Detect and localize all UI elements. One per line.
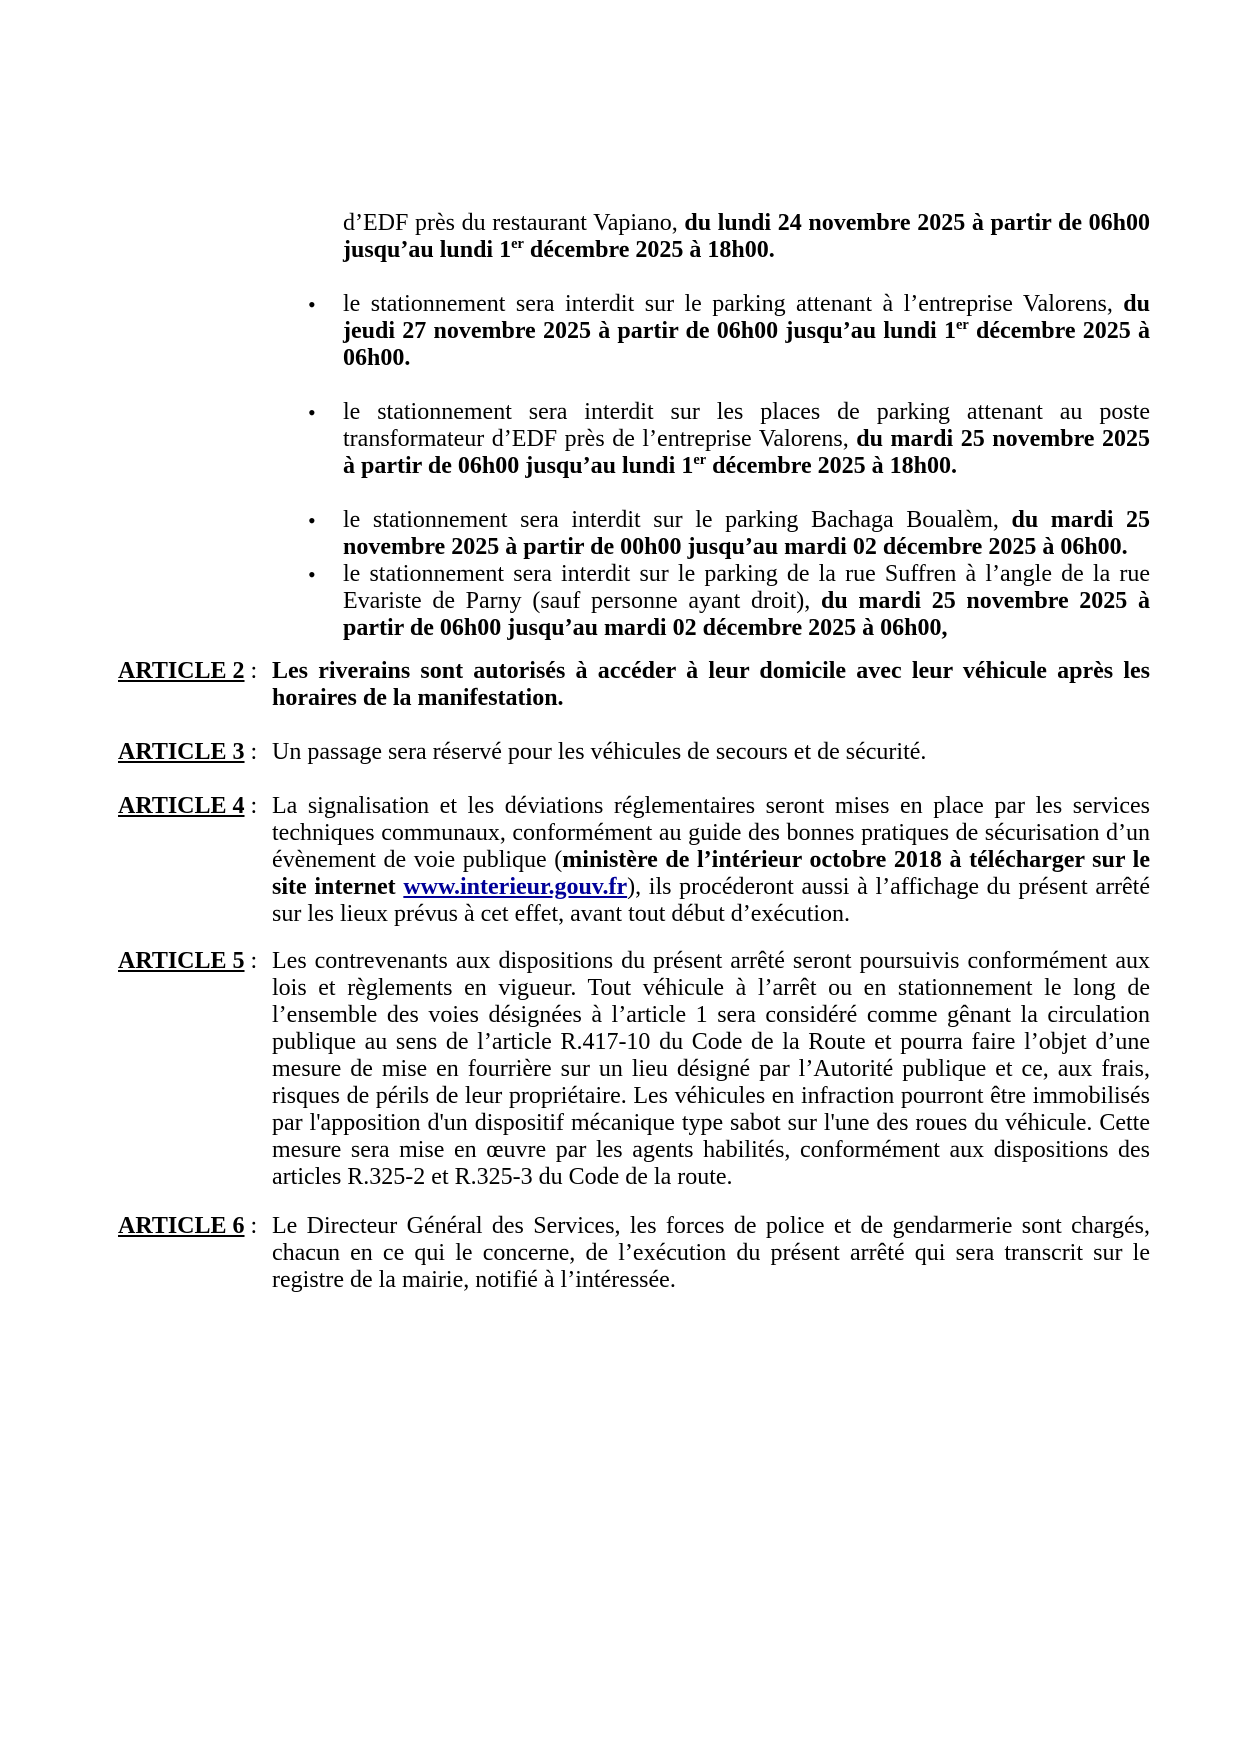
list-item-text: le stationnement sera interdit sur le parking Bachaga Boualèm, du mardi 25 novembre 2025 à partir de 00h00 jusqu’au mardi 02 décembre 2025 à 06h00.	[343, 507, 1151, 560]
list-item	[308, 561, 1150, 642]
interieur-gouv-link[interactable]: www.interieur.gouv.fr	[403, 874, 628, 900]
article-label: ARTICLE 3	[118, 739, 245, 765]
list-item	[308, 507, 1150, 561]
article-row	[118, 948, 1150, 1191]
article-colon: :	[244, 658, 258, 684]
article-body: La signalisation et les déviations réglementaires seront mises en place par les services techniques communaux, conformément au guide des bonnes pratiques de sécurisation d’un évènement de voie publique (ministère de l’intérieur octobre 2018 à télécharger sur le site internet www.interieur.gouv.fr), ils procéderont aussi à l’affichage du présent arrêté sur les lieux prévus à cet effet, avant tout début d’exécution.	[272, 793, 1150, 927]
list-item-text: le stationnement sera interdit sur les places de parking attenant au poste transformateur d’EDF près de l’entreprise Valorens, du mardi 25 novembre 2025 à partir de 06h00 jusqu’au lundi 1er décembre 2025 à 18h00.	[343, 399, 1150, 479]
article-body: Les riverains sont autorisés à accéder à leur domicile avec leur véhicule après les horaires de la manifestation.	[272, 658, 1150, 711]
article-body: Les contrevenants aux dispositions du présent arrêté seront poursuivis conformément aux lois et règlements en vigueur. Tout véhicule à l’arrêt ou en stationnement le long de l’ensemble des voies désignées à l’article 1 sera considéré comme gênant la circulation publique au sens de l’article R.417-10 du Code de la Route et pourra faire l’objet d’une mesure de mise en fourrière sur un lieu désigné par l’Autorité publique et ce, aux frais, risques de périls de leur propriétaire. Les véhicules en infraction pourront être immobilisés par l'apposition d'un dispositif mécanique type sabot sur l'une des roues du véhicule. Cette mesure sera mise en œuvre par les agents habilités, conformément aux dispositions des articles R.325-2 et R.325-3 du Code de la route.	[272, 948, 1150, 1190]
article-row	[118, 1213, 1150, 1294]
article-row	[118, 793, 1150, 928]
article-list	[118, 658, 1150, 1294]
bullet-icon: •	[308, 400, 316, 425]
article-head	[118, 739, 272, 766]
article-label: ARTICLE 4	[118, 793, 245, 819]
list-item	[308, 291, 1150, 372]
article-head	[118, 658, 272, 712]
article-label: ARTICLE 2	[118, 658, 245, 684]
list-item-text: le stationnement sera interdit sur le parking de la rue Suffren à l’angle de la rue Evariste de Parny (sauf personne ayant droit), du mardi 25 novembre 2025 à partir de 06h00 jusqu’au mardi 02 décembre 2025 à 06h00,	[343, 561, 1150, 641]
article-head	[118, 1213, 272, 1294]
article-row	[118, 658, 1150, 712]
bullet-icon: •	[308, 562, 316, 587]
list-item-text: le stationnement sera interdit sur le parking attenant à l’entreprise Valorens, du jeudi 27 novembre 2025 à partir de 06h00 jusqu’au lundi 1er décembre 2025 à 06h00.	[343, 291, 1150, 371]
article-colon: :	[244, 793, 258, 819]
article-label: ARTICLE 6	[118, 1213, 245, 1239]
continuation-paragraph: d’EDF près du restaurant Vapiano, du lundi 24 novembre 2025 à partir de 06h00 jusqu’au lundi 1er décembre 2025 à 18h00.	[343, 210, 1150, 263]
article-colon: :	[244, 948, 258, 974]
list-item	[308, 399, 1150, 480]
article-row	[118, 739, 1150, 766]
article-head	[118, 948, 272, 1191]
bullet-icon: •	[308, 508, 316, 533]
article-colon: :	[244, 739, 258, 765]
page-content	[118, 210, 1150, 1294]
article-head	[118, 793, 272, 928]
article-body: Le Directeur Général des Services, les forces de police et de gendarmerie sont chargés, chacun en ce qui le concerne, de l’exécution du présent arrêté qui sera transcrit sur le registre de la mairie, notifié à l’intéressée.	[272, 1213, 1150, 1293]
article-label: ARTICLE 5	[118, 948, 245, 974]
bullet-list	[118, 291, 1150, 642]
article-colon: :	[244, 1213, 258, 1239]
bullet-icon: •	[308, 292, 316, 317]
article-body: Un passage sera réservé pour les véhicules de secours et de sécurité.	[272, 739, 927, 765]
